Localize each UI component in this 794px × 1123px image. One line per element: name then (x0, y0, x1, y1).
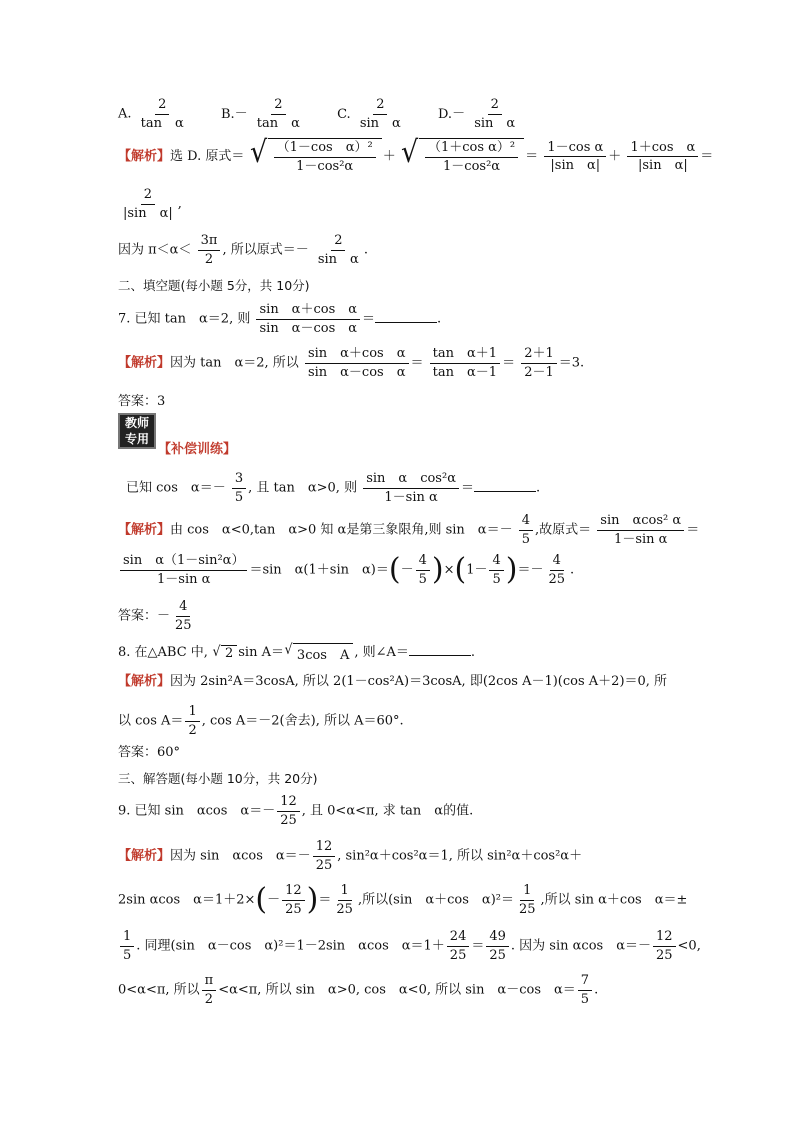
extra-pre: 已知 cos α＝－ (126, 480, 226, 496)
sol6-eq-2: ＝ (700, 149, 714, 165)
extra-fd: 1－sin α (384, 489, 438, 505)
sol7-frac-3 (521, 345, 557, 381)
sol8-line2 (118, 703, 404, 739)
sol-extra-fd: 1－sin α (614, 531, 668, 547)
sol9-l2mid: ,所以(sin α＋cos α)²＝ (357, 892, 514, 908)
sol-extra-d: 5 (521, 531, 531, 547)
sol7-line (118, 345, 584, 381)
sol6-eq-1: ＝ (525, 149, 539, 165)
opt-c-num: 2 (373, 96, 387, 115)
sol-extra-times: × (443, 562, 455, 578)
extra-practice-title: 【补偿训练】 (158, 442, 237, 457)
sol8-n: 1 (185, 703, 199, 722)
rad2-num: （1＋cos α）² (425, 139, 518, 158)
sol-extra-d5c: 5 (492, 571, 501, 587)
q9-end: , 且 0<α<π, 求 tan α的值. (301, 803, 474, 819)
opt-d-num: 2 (488, 96, 502, 115)
q7-eq: ＝ (362, 311, 376, 327)
opt-a-num: 2 (155, 96, 169, 115)
sol9-l4rn: 7 (578, 972, 592, 991)
sol9-l2rd: 25 (336, 901, 353, 917)
sol9-l3n3: 49 (486, 928, 509, 947)
sol9-l2n: 12 (282, 882, 305, 901)
sol7-d3: 2－1 (524, 364, 554, 380)
q8-sqrt2: √ 2 (212, 645, 237, 661)
extra-frac-35 (232, 470, 246, 506)
sol9-l4n: π (202, 972, 217, 991)
q7-pre: 7. 已知 tan α＝2, 则 (118, 311, 251, 327)
sol-extra-l2d: 1－sin α (157, 571, 211, 587)
extra-answer-blank (474, 480, 536, 492)
sol-extra-eq: ＝ (686, 522, 700, 538)
sol6-frac-2 (627, 139, 698, 175)
sol-extra-n4: 4 (416, 552, 430, 571)
sol9-l3b: . 因为 sin αcos α＝－ (510, 938, 651, 954)
rad2-den: 1－cos²α (443, 158, 501, 174)
sol6-radical-2: √ $\frac{\text{（1＋cos α）²}}{\text{1－cos²α}}$ (400, 138, 524, 175)
opt-b-den: tan α (256, 115, 300, 131)
q7-den: sin α－cos α (259, 320, 358, 336)
opt-d-neg: － (452, 106, 466, 122)
sol9-l4-frac1 (202, 972, 217, 1008)
sol7-n1: sin α＋cos α (305, 345, 409, 364)
3pi-num: 3π (198, 232, 221, 251)
sol9-l2n2: 1 (520, 882, 534, 901)
sol9-l3d4: 25 (655, 947, 673, 963)
sol-extra-frac-45b (416, 552, 430, 588)
sol-extra-frac-45c (489, 552, 503, 588)
q8-dot: . (470, 645, 476, 660)
sol6-comma: , (177, 196, 182, 212)
opt-b-fraction (254, 96, 303, 132)
sol-extra-rd: 25 (548, 571, 566, 587)
res-num: 2 (331, 232, 345, 251)
q7-frac (256, 301, 360, 337)
sol-extra-d5: 5 (418, 571, 427, 587)
sol8-d: 2 (188, 722, 197, 738)
extra-end: . (535, 480, 541, 496)
extra-n: 3 (232, 470, 246, 489)
sol9-l4mid: <α<π, 所以 sin α>0, cos α<0, 所以 sin α－cos α＝ (218, 982, 576, 998)
section-3-heading: 三、解答题(每小题 10分，共 20分) (118, 771, 318, 786)
sol9-l3n: 1 (120, 928, 134, 947)
sol6-line1 (118, 135, 714, 175)
sol9-l2d2: 25 (518, 901, 536, 917)
sol9-l3-frac2 (447, 928, 470, 964)
sol8-text1: 因为 2sin²A＝3cosA, 所以 2(1－cos²A)＝3cosA, 即(2cos A－1)(cos A＋2)＝0, 所 (170, 674, 668, 689)
sol-extra-frac-45 (519, 512, 533, 548)
teacher-only-badge (118, 413, 156, 449)
answer-extra-frac (172, 598, 195, 634)
opt-d-label: D. (437, 106, 453, 122)
sol9-l4d: 2 (204, 991, 214, 1007)
answer-7: 答案：3 (118, 394, 166, 409)
sol7-end: ＝3. (558, 355, 585, 371)
sol7-frac-1 (305, 345, 409, 381)
sol6-line3 (118, 232, 368, 268)
sol-extra-pre: 由 cos α<0,tan α>0 知 α是第三象限角,则 sin α＝－ (170, 522, 513, 538)
opt-c-fraction (357, 96, 404, 132)
sol6-plus: ＋ (382, 149, 396, 165)
sol6-plus-2: ＋ (608, 149, 622, 165)
sol-extra-rn: 4 (550, 552, 564, 571)
sol9-l2-frac1 (282, 882, 305, 918)
sol9-l1n: 12 (313, 838, 336, 857)
opt-d-fraction (471, 96, 518, 132)
q9-d: 25 (280, 812, 297, 828)
sol7-d1: sin α－cos α (307, 364, 406, 380)
extra-fn: sin α cos²α (363, 470, 459, 489)
sol6-so: , 所以原式＝－ (222, 242, 309, 258)
sol9-l3-frac1 (120, 928, 134, 964)
sol7-d2: tan α－1 (432, 364, 498, 380)
sol7-n2: tan α＋1 (430, 345, 500, 364)
sol-extra-neg: － (400, 562, 414, 578)
sol7-tag: 【解析】 (118, 355, 171, 371)
sol9-l2rn: 1 (338, 882, 352, 901)
sol9-l4pre: 0<α<π, 所以 (118, 982, 200, 998)
sol7-pre: 因为 tan α＝2, 所以 (170, 355, 299, 371)
opt-a-den: tan α (140, 115, 184, 131)
sol9-line3 (118, 928, 701, 964)
sol9-l2eq: ＝ (318, 892, 332, 908)
sol-extra-mid: ,故原式＝ (535, 522, 592, 538)
sol9-line2: 2sin αcos α＝1＋2×(－ $\frac{12}{25}$ )＝ $\frac{1}{25}$ ,所以(sin α＋cos α)²＝ $\frac{1}{25}$ ,所以 sin α＋cos α＝± (118, 882, 688, 918)
sol9-l2neg: － (267, 892, 281, 908)
q9-line (118, 793, 473, 829)
sol-extra-end: ＝－ (517, 562, 544, 578)
q9-frac (277, 793, 300, 829)
opt-a-fraction (138, 96, 187, 132)
sol6-line2 (118, 186, 182, 222)
f1-num: 1－cos α (544, 139, 606, 158)
sol9-l2-frac2 (333, 882, 356, 918)
sol-extra-line1 (118, 512, 699, 548)
sol8-half (185, 703, 199, 739)
sol9-l3d: 5 (123, 947, 132, 963)
q9-pre: 9. 已知 sin αcos α＝－ (118, 803, 276, 819)
sol6-tag: 【解析】 (118, 149, 171, 165)
answer-extra-n: 4 (176, 598, 190, 617)
sol-extra-tag: 【解析】 (118, 522, 171, 538)
opt-c-label: C. (337, 106, 351, 122)
opt-b-num: 2 (271, 96, 285, 115)
sol8-line1 (118, 670, 667, 689)
q8-answer-blank (409, 644, 471, 656)
sol9-l2pre: 2sin αcos α＝1＋2× (118, 892, 256, 908)
sol9-l4end: . (594, 982, 599, 998)
sol9-l1-frac (313, 838, 336, 874)
sol9-l3d2: 25 (449, 947, 467, 963)
sol-extra-frac-main (597, 512, 684, 548)
sol9-l1pre: 因为 sin αcos α＝－ (170, 848, 311, 864)
opt-a-label: A. (118, 106, 132, 122)
sol9-l3n2: 24 (447, 928, 470, 947)
sol6-because: 因为 π＜α＜ (118, 242, 192, 258)
answer-extra-label: 答案：－ (118, 608, 171, 624)
q8-mid: sin A＝ (238, 645, 284, 660)
opt-c-den: sin α (359, 115, 401, 131)
sol-extra-one: 1－ (466, 562, 488, 578)
q8-end: , 则∠A＝ (354, 645, 409, 660)
sol7-n3: 2＋1 (521, 345, 557, 364)
sol9-l3-frac4 (653, 928, 676, 964)
sol-extra-n: 4 (519, 512, 533, 531)
f3-den: |sin α| (123, 205, 173, 221)
q6-options (118, 96, 520, 132)
sol9-l2end: ,所以 sin α＋cos α＝± (540, 892, 688, 908)
sol9-l1end: , sin²α＋cos²α＝1, 所以 sin²α＋cos²α＋ (337, 848, 583, 864)
sol9-l4rd: 5 (580, 991, 590, 1007)
sol8-pre2: 以 cos A＝ (118, 713, 184, 729)
sol9-l4-frac2 (578, 972, 592, 1008)
extra-eq: ＝ (460, 480, 474, 496)
opt-d-den: sin α (474, 115, 516, 131)
rad1-num: （1－cos α）² (274, 139, 376, 158)
sol6-frac-1 (544, 139, 606, 175)
f3-num: 2 (141, 186, 155, 205)
sol9-l3n4: 12 (653, 928, 676, 947)
sol9-line1 (118, 838, 582, 874)
q9-n: 12 (277, 793, 300, 812)
q7-num: sin α＋cos α (256, 301, 360, 320)
sol6-radical-1: √ $\frac{\text{（1－cos α）²}}{\text{1－cos²α}}$ (249, 138, 382, 175)
sol6-result-frac (315, 232, 362, 268)
badge-line1: 教师 (124, 416, 149, 430)
sol-extra-fn: sin αcos² α (597, 512, 684, 531)
f2-den: |sin α| (637, 158, 688, 174)
q8-line (118, 641, 475, 663)
extra-main-frac (363, 470, 459, 506)
opt-b-neg: － (234, 106, 248, 122)
extra-d: 5 (234, 489, 244, 505)
answer-8: 答案：60° (118, 745, 181, 760)
sol9-l3end: <0, (677, 938, 701, 954)
extra-question-line (126, 470, 540, 506)
rad1-den: 1－cos²α (296, 158, 354, 174)
sol8-end2: , cos A＝－2(舍去), 所以 A＝60°. (201, 713, 404, 729)
sol9-line4 (118, 972, 598, 1008)
sol6-intro: 选 D. 原式＝ (170, 149, 245, 165)
sol-extra-l2n: sin α（1－sin²α） (120, 552, 247, 571)
sol7-eq-1: ＝ (410, 355, 424, 371)
sol9-l2d: 25 (285, 901, 302, 917)
sol6-3pi-frac (198, 232, 221, 268)
q7-end: . (437, 311, 442, 327)
sol9-l3-frac3 (486, 928, 509, 964)
3pi-den: 2 (204, 251, 214, 267)
q7-answer-blank (375, 311, 437, 323)
f2-num: 1＋cos α (627, 139, 698, 158)
opt-b-label: B. (220, 106, 235, 122)
sol9-l1d: 25 (315, 857, 333, 873)
q8-pre: 8. 在△ABC 中, (118, 645, 213, 660)
badge-line2: 专用 (124, 432, 149, 446)
sol9-l3d3: 25 (489, 947, 506, 963)
extra-mid: , 且 tan α>0, 则 (248, 480, 358, 496)
q7-line (118, 301, 441, 337)
sol9-l3a: . 同理(sin α－cos α)²＝1－2sin αcos α＝1＋ (136, 938, 445, 954)
sol7-eq-2: ＝ (502, 355, 516, 371)
sol-extra-frac-l2 (120, 552, 247, 588)
sol-extra-result (546, 552, 569, 588)
answer-extra (118, 598, 197, 634)
sol6-end: . (363, 242, 368, 258)
sol-extra-line2: $\frac{\text{sin α（1－sin²α）}}{\text{1－sin α}}$ ＝sin α(1＋sin α)＝(－ $\frac{4}{5}$ )×(1－ $\frac{4}{5}$ )＝－ $\frac{4}{25}$ . (118, 552, 574, 588)
f1-den: |sin α| (550, 158, 601, 174)
sol-extra-l2mid: ＝sin α(1＋sin α)＝ (249, 562, 389, 578)
answer-extra-d: 25 (175, 617, 192, 633)
sol8-tag: 【解析】 (118, 674, 171, 689)
sol9-tag: 【解析】 (118, 848, 171, 864)
sol9-l3eq: ＝ (471, 938, 485, 954)
sol7-frac-2 (430, 345, 500, 381)
sol9-l2-frac3 (516, 882, 539, 918)
q8-sqrt3: √ 3cos A (284, 643, 353, 663)
section-2-heading: 二、填空题(每小题 5分，共 10分) (118, 278, 310, 293)
sol6-frac-3 (120, 186, 176, 222)
sol-extra-dot: . (570, 562, 575, 578)
sol-extra-n4c: 4 (489, 552, 503, 571)
res-den: sin α (317, 251, 359, 267)
